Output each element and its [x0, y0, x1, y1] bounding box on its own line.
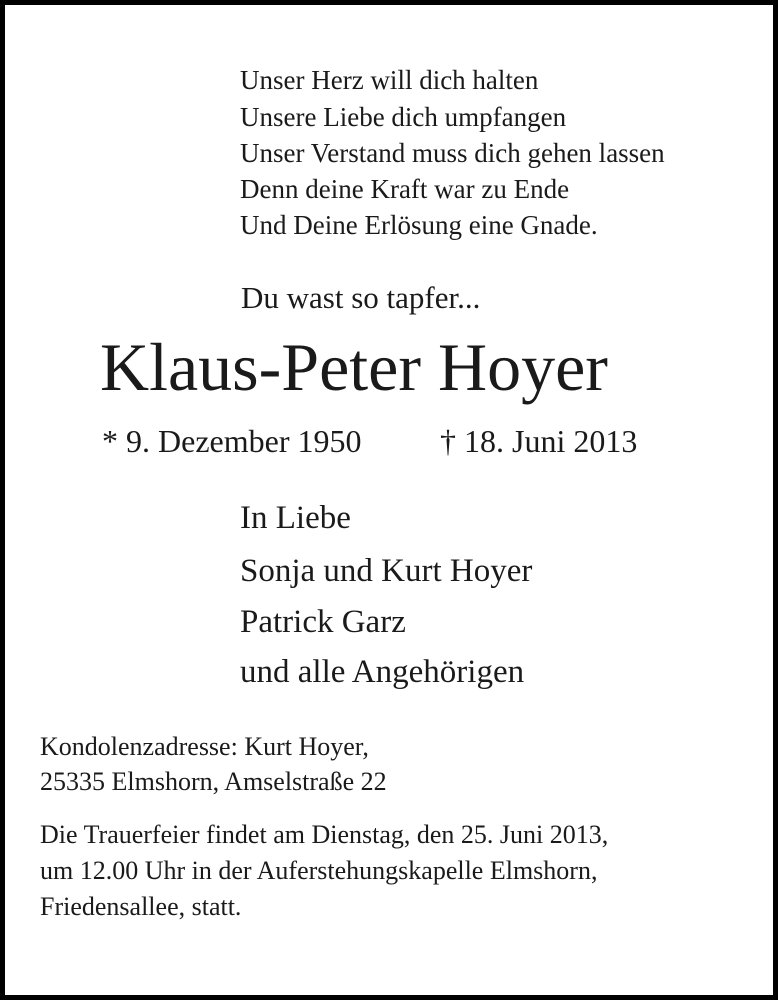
- funeral-info: Die Trauerfeier findet am Dienstag, den 25. Juni 2013,: [40, 820, 609, 849]
- mourner-line: und alle Angehörigen: [240, 654, 525, 690]
- condolence-address: Kondolenzadresse: Kurt Hoyer,: [40, 732, 369, 761]
- funeral-info: Friedensallee, statt.: [40, 892, 242, 921]
- deceased-name: Klaus-Peter Hoyer: [100, 329, 608, 405]
- poem-line: Denn deine Kraft war zu Ende: [240, 174, 570, 204]
- mourner-line: In Liebe: [240, 500, 351, 536]
- birth-date: * 9. Dezember 1950: [102, 423, 362, 459]
- funeral-info: um 12.00 Uhr in der Auferstehungskapelle Elmshorn,: [40, 856, 598, 885]
- poem-line: Und Deine Erlösung eine Gnade.: [240, 210, 598, 240]
- death-date: † 18. Juni 2013: [440, 423, 638, 459]
- mourner-line: Patrick Garz: [240, 604, 406, 640]
- mourner-line: Sonja und Kurt Hoyer: [240, 553, 533, 589]
- condolence-address: 25335 Elmshorn, Amselstraße 22: [40, 767, 387, 796]
- poem-line: Unser Verstand muss dich gehen lassen: [240, 138, 665, 168]
- poem-line: Unsere Liebe dich umpfangen: [240, 102, 567, 132]
- intro-text: Du wast so tapfer...: [241, 280, 481, 315]
- poem-line: Unser Herz will dich halten: [240, 65, 539, 95]
